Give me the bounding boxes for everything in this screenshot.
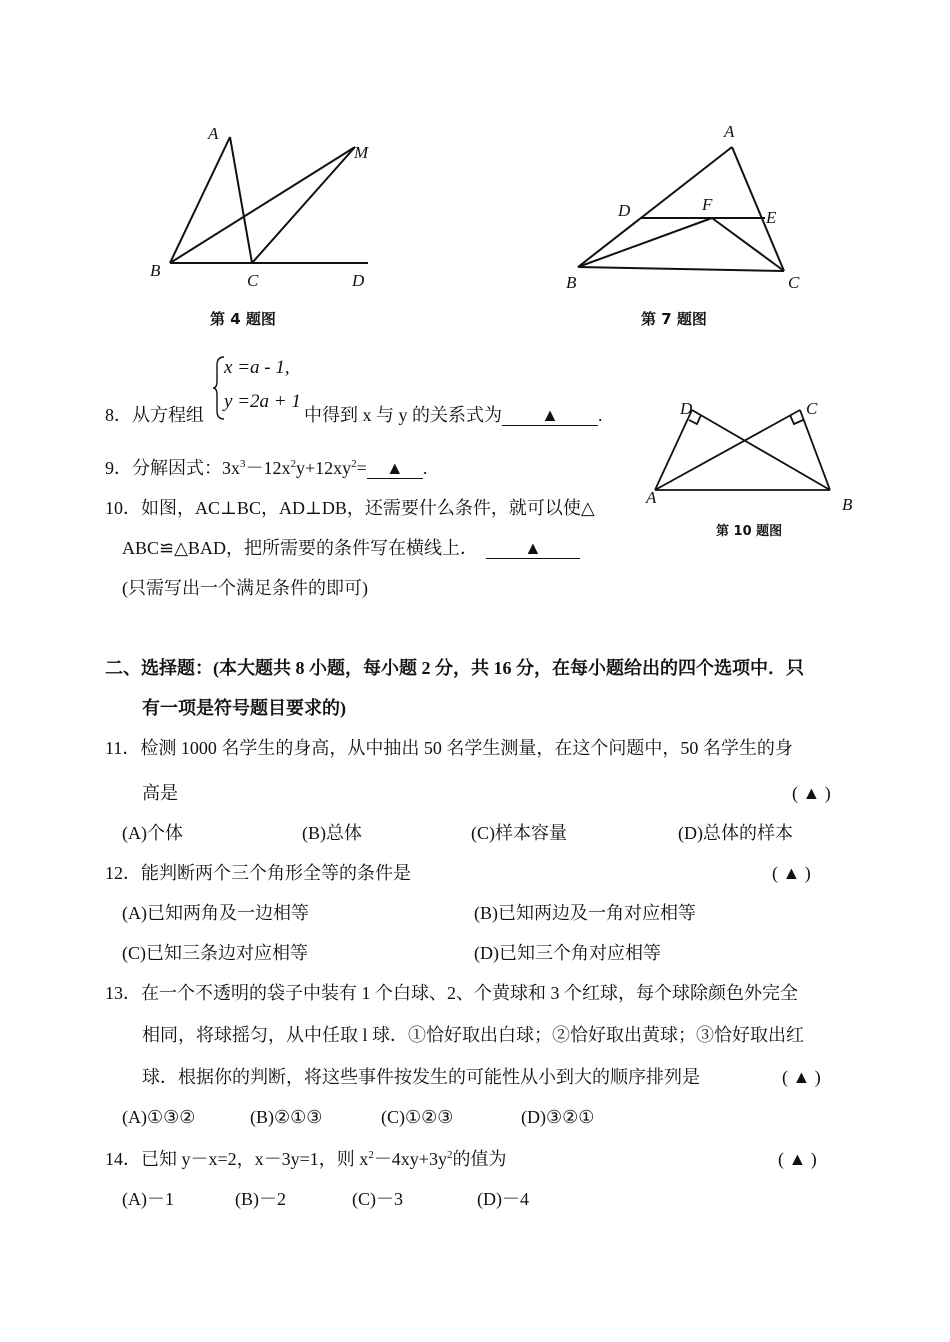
q14-t2: －4xy+3y xyxy=(373,1149,447,1169)
q11-option-a[interactable]: (A)个体 xyxy=(122,823,183,843)
q9-exp3: 2 xyxy=(351,458,357,470)
fig10-point-C: C xyxy=(806,399,818,418)
question-12-line1 xyxy=(105,862,411,884)
fig10-point-D: D xyxy=(680,399,693,418)
figure-4-caption: 第 4 题图 xyxy=(210,310,276,328)
q9-end: . xyxy=(422,458,428,478)
fig7-point-B: B xyxy=(566,273,577,292)
question-10-line1 xyxy=(105,497,595,519)
question-13-line1 xyxy=(105,982,798,1004)
section-2-heading-line2: 有一项是符号题目要求的) xyxy=(142,698,346,718)
q8-eq1-lhs: x xyxy=(224,357,233,378)
q11-number: 11． xyxy=(105,738,141,758)
fig4-point-C: C xyxy=(247,271,259,290)
q10-line1: 如图，AC⊥BC，AD⊥DB，还需要什么条件，就可以使△ xyxy=(141,498,595,518)
q11-text-1: 检测 1000 名学生的身高，从中抽出 50 名学生测量，在这个问题中，50 名学生的身 xyxy=(140,738,793,758)
q12-text-1: 能判断两个三个角形全等的条件是 xyxy=(141,863,411,883)
fig10-point-A: A xyxy=(646,488,657,507)
q14-option-d[interactable]: (D)－4 xyxy=(477,1189,529,1209)
q8-eq2-rhs: =2a + 1 xyxy=(237,391,301,412)
fig4-point-M: M xyxy=(354,143,369,162)
q8-prefix: 从方程组 xyxy=(132,405,204,425)
question-11-line1 xyxy=(105,737,793,759)
question-14-line1 xyxy=(105,1148,506,1170)
q9-number: 9． xyxy=(105,458,132,478)
q9-t3: y+12xy xyxy=(296,458,352,478)
q14-exp1: 2 xyxy=(368,1149,374,1161)
q10-answer-blank[interactable]: ▲ xyxy=(486,538,580,559)
q12-answer-mark[interactable]: ( ▲ ) xyxy=(772,863,811,883)
q13-answer-mark[interactable]: ( ▲ ) xyxy=(782,1067,821,1087)
q13-text-1: 在一个不透明的袋子中装有 1 个白球、2、个黄球和 3 个红球，每个球除颜色外完全 xyxy=(141,983,798,1003)
q13-option-c[interactable]: (C)①②③ xyxy=(381,1107,454,1127)
q9-exp2: 2 xyxy=(290,458,296,470)
q10-line3: (只需写出一个满足条件的即可) xyxy=(122,578,368,598)
q14-option-b[interactable]: (B)－2 xyxy=(235,1189,286,1209)
q14-exp2: 2 xyxy=(446,1149,453,1161)
q14-text-1: 已知 y－x=2，x－3y=1，则 x xyxy=(141,1149,369,1169)
fig4-point-D: D xyxy=(352,271,365,290)
q11-option-c[interactable]: (C)样本容量 xyxy=(471,823,567,843)
q14-option-c[interactable]: (C)－3 xyxy=(352,1189,403,1209)
figure-7-diagram xyxy=(560,115,810,300)
q10-number: 10． xyxy=(105,498,141,518)
q12-option-b[interactable]: (B)已知两边及一角对应相等 xyxy=(474,903,696,923)
q13-option-b[interactable]: (B)②①③ xyxy=(250,1107,323,1127)
q8-number: 8． xyxy=(105,405,132,425)
q14-t3: 的值为 xyxy=(452,1149,507,1169)
question-10-line3 xyxy=(122,577,368,599)
q14-option-a[interactable]: (A)－1 xyxy=(122,1189,174,1209)
figure-10-caption: 第 10 题图 xyxy=(716,524,783,539)
q14-answer-mark[interactable]: ( ▲ ) xyxy=(778,1149,817,1169)
fig7-point-C: C xyxy=(788,273,800,292)
q14-number: 14． xyxy=(105,1149,141,1169)
q12-option-a[interactable]: (A)已知两角及一边相等 xyxy=(122,903,309,923)
q12-option-c[interactable]: (C)已知三条边对应相等 xyxy=(122,943,308,963)
q13-number: 13． xyxy=(105,983,141,1003)
q10-line2: ABC≌△BAD，把所需要的条件写在横线上． xyxy=(122,538,478,558)
fig4-point-A: A xyxy=(208,124,219,143)
question-9 xyxy=(105,457,427,479)
q8-end: . xyxy=(598,405,603,425)
fig7-point-F: F xyxy=(702,195,713,214)
q8-answer-blank[interactable]: ▲ xyxy=(502,405,598,426)
q8-eq2-lhs: y xyxy=(224,391,233,412)
q13-option-d[interactable]: (D)③②① xyxy=(521,1107,595,1127)
figure-4-diagram xyxy=(140,115,380,295)
q8-suffix: 中得到 x 与 y 的关系式为 xyxy=(304,405,502,425)
fig4-point-B: B xyxy=(150,261,161,280)
fig7-point-E: E xyxy=(766,208,777,227)
q9-text: 分解因式：3x xyxy=(132,458,240,478)
q9-t4: = xyxy=(356,458,367,478)
question-11-line2: 高是 xyxy=(142,783,178,803)
q9-t2: －12x xyxy=(245,458,291,478)
fig7-point-D: D xyxy=(618,201,631,220)
q13-option-a[interactable]: (A)①③② xyxy=(122,1107,196,1127)
q9-answer-blank[interactable]: ▲ xyxy=(367,458,423,479)
q11-answer-mark[interactable]: ( ▲ ) xyxy=(792,783,831,803)
figure-7-caption: 第 7 题图 xyxy=(641,310,707,328)
question-10-line2 xyxy=(122,537,580,559)
question-13-line2: 相同，将球摇匀，从中任取 l 球．①恰好取出白球；②恰好取出黄球；③恰好取出红 xyxy=(142,1025,804,1045)
q12-number: 12． xyxy=(105,863,141,883)
question-13-line3: 球．根据你的判断，将这些事件按发生的可能性从小到大的顺序排列是 xyxy=(142,1067,700,1087)
figure-10-diagram xyxy=(640,395,855,520)
q11-option-b[interactable]: (B)总体 xyxy=(302,823,362,843)
q11-option-d[interactable]: (D)总体的样本 xyxy=(678,823,793,843)
section-2-heading-line1: 二、选择题：(本大题共 8 小题，每小题 2 分，共 16 分，在每小题给出的四个选项中．只 xyxy=(105,658,804,678)
q8-eq1-rhs: =a - 1, xyxy=(237,357,290,378)
q12-option-d[interactable]: (D)已知三个角对应相等 xyxy=(474,943,661,963)
question-8 xyxy=(105,404,603,426)
fig7-point-A: A xyxy=(724,122,735,141)
fig10-point-B: B xyxy=(842,495,853,514)
q9-exp1: 3 xyxy=(240,458,246,470)
